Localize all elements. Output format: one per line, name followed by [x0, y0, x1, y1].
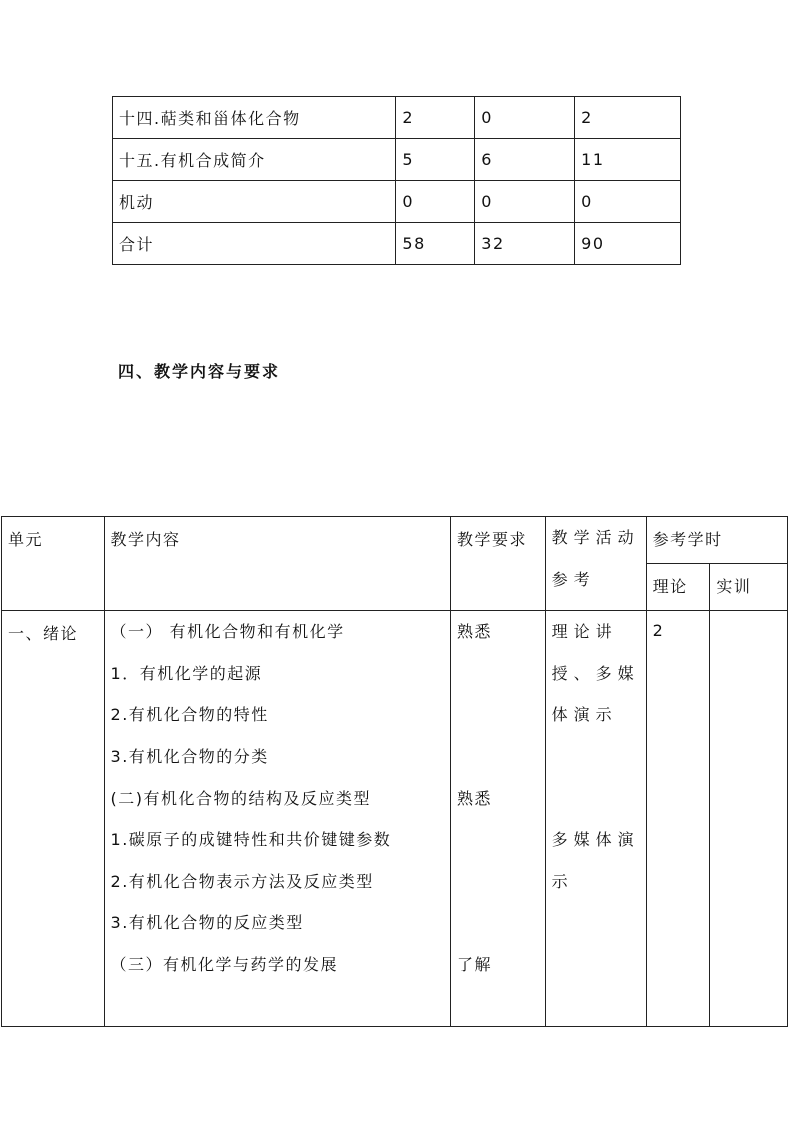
activity-line — [552, 746, 640, 788]
summary-total-cell: 2 — [575, 97, 681, 139]
summary-theory-cell: 0 — [396, 181, 475, 223]
summary-row — [113, 97, 681, 139]
theory-hours-cell: 2 — [646, 611, 710, 1027]
header-activity-line2: 参考 — [551, 569, 596, 589]
summary-practice-cell: 32 — [475, 223, 575, 265]
activity-line: 示 — [551, 871, 574, 891]
content-line: （三）有机化学与药学的发展 — [110, 954, 339, 974]
unit-label: 一、绪论 — [8, 624, 79, 644]
header-hours: 参考学时 — [646, 517, 787, 564]
summary-theory-cell: 58 — [396, 223, 475, 265]
summary-total-cell: 11 — [575, 139, 681, 181]
content-line: (二)有机化合物的结构及反应类型 — [110, 788, 372, 808]
summary-practice-cell: 6 — [475, 139, 575, 181]
summary-theory-cell: 5 — [396, 139, 475, 181]
header-requirement: 教学要求 — [451, 517, 546, 611]
requirement-line — [457, 746, 539, 788]
activity-line: 多媒体演 — [551, 830, 640, 850]
hours-summary-table — [112, 96, 681, 265]
summary-practice-cell: 0 — [475, 97, 575, 139]
requirement-line — [457, 704, 539, 746]
content-line: 1．有机化学的起源 — [110, 663, 263, 683]
summary-row — [113, 139, 681, 181]
header-content: 教学内容 — [104, 517, 451, 611]
content-cell — [104, 611, 451, 1027]
summary-name-cell: 机动 — [113, 181, 396, 223]
header-activity-line1: 教学活动 — [551, 528, 640, 547]
requirement-line: 熟悉 — [457, 788, 493, 808]
activity-cell — [545, 611, 646, 1027]
content-line: 2.有机化合物表示方法及反应类型 — [110, 871, 374, 891]
practice-hours-cell — [710, 611, 788, 1027]
header-theory: 理论 — [646, 564, 710, 611]
header-unit: 单元 — [2, 517, 105, 611]
summary-practice-cell: 0 — [475, 181, 575, 223]
requirement-line: 了解 — [457, 954, 493, 974]
summary-name-cell: 十五.有机合成简介 — [113, 139, 396, 181]
section-heading: 四、教学内容与要求 — [118, 362, 281, 381]
requirement-line — [457, 663, 539, 705]
activity-line: 体演示 — [551, 705, 618, 725]
requirement-line: 熟悉 — [457, 622, 493, 642]
summary-name-cell: 十四.萜类和甾体化合物 — [113, 97, 396, 139]
activity-line: 授、多媒 — [551, 663, 640, 683]
content-line: 3.有机化合物的分类 — [110, 746, 269, 766]
header-practice: 实训 — [710, 564, 788, 611]
activity-line: 理论讲 — [551, 622, 618, 642]
header-activity — [545, 517, 646, 611]
requirement-line — [457, 829, 539, 871]
content-line: 1.碳原子的成键特性和共价键键参数 — [110, 830, 392, 850]
teaching-content-table — [1, 516, 788, 1027]
summary-total-cell: 0 — [575, 181, 681, 223]
unit-cell — [2, 611, 105, 1027]
summary-total-cell: 90 — [575, 223, 681, 265]
requirement-cell — [451, 611, 546, 1027]
requirement-line — [457, 871, 539, 913]
content-line: 2.有机化合物的特性 — [110, 705, 269, 725]
summary-row — [113, 223, 681, 265]
summary-name-cell: 合计 — [113, 223, 396, 265]
content-line: （一） 有机化合物和有机化学 — [110, 622, 345, 642]
summary-theory-cell: 2 — [396, 97, 475, 139]
content-line: 3.有机化合物的反应类型 — [110, 913, 304, 933]
activity-line — [552, 788, 640, 830]
summary-row — [113, 181, 681, 223]
requirement-line — [457, 912, 539, 954]
